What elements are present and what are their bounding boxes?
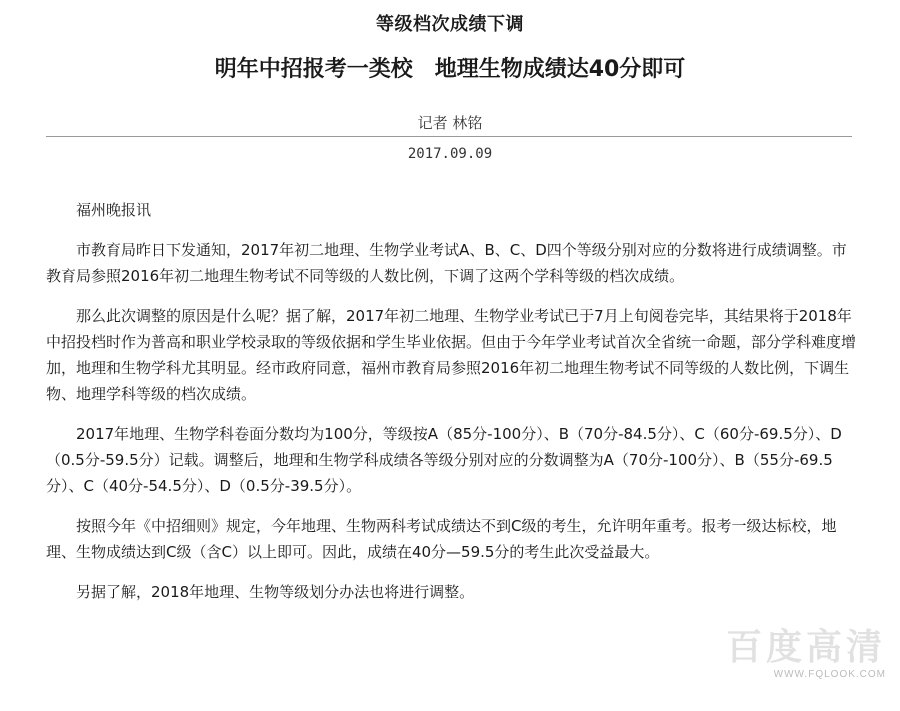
- article-date: 2017.09.09: [407, 146, 493, 162]
- body-paragraph: 按照今年《中招细则》规定，今年地理、生物两科考试成绩达不到C级的考生，允许明年重考。报考一级达标校，地理、生物成绩达到C级（含C）以上即可。因此，成绩在40分—59.5分的考生此次受益最大。: [46, 517, 837, 561]
- article-supertitle: 等级档次成绩下调: [376, 14, 524, 35]
- body-paragraph: 那么此次调整的原因是什么呢？据了解，2017年初二地理、生物学业考试已于7月上旬阅卷完毕，其结果将于2018年中招投档时作为普高和职业学校录取的等级依据和学生毕业依据。但由于今年学业考试首次全省统一命题，部分学科难度增加，地理和生物学科尤其明显。经市政府同意，福州市教育局参照2016年初二地理生物考试不同等级的人数比例，下调生物、地理学科等级的档次成绩。: [46, 307, 857, 403]
- body-paragraph: 市教育局昨日下发通知，2017年初二地理、生物学业考试A、B、C、D四个等级分别对应的分数将进行成绩调整。市教育局参照2016年初二地理生物考试不同等级的人数比例，下调了这两个学科等级的档次成绩。: [46, 241, 847, 285]
- body-paragraph: 另据了解，2018年地理、生物等级划分办法也将进行调整。: [76, 583, 475, 601]
- watermark-logo-text: 百度高清: [725, 626, 886, 668]
- dateline-paragraph: 福州晚报讯: [76, 201, 152, 219]
- body-paragraph: 2017年地理、生物学科卷面分数均为100分，等级按A（85分-100分）、B（70分-84.5分）、C（60分-69.5分）、D（0.5分-59.5分）记载。调整后，地理和生物学科成绩各等级分别对应的分数调整为A（70分-100分）、B（55分-69.5分）、C（40分-54.5分）、D（0.5分-39.5分）。: [46, 425, 842, 495]
- watermark-url: WWW.FQLOOK.COM: [773, 669, 886, 680]
- header-divider: [46, 136, 852, 137]
- article-byline: 记者 林铭: [417, 114, 483, 132]
- article-headline: 明年中招报考一类校 地理生物成绩达40分即可: [214, 57, 686, 82]
- article-body: [46, 197, 856, 619]
- site-watermark: [686, 627, 886, 689]
